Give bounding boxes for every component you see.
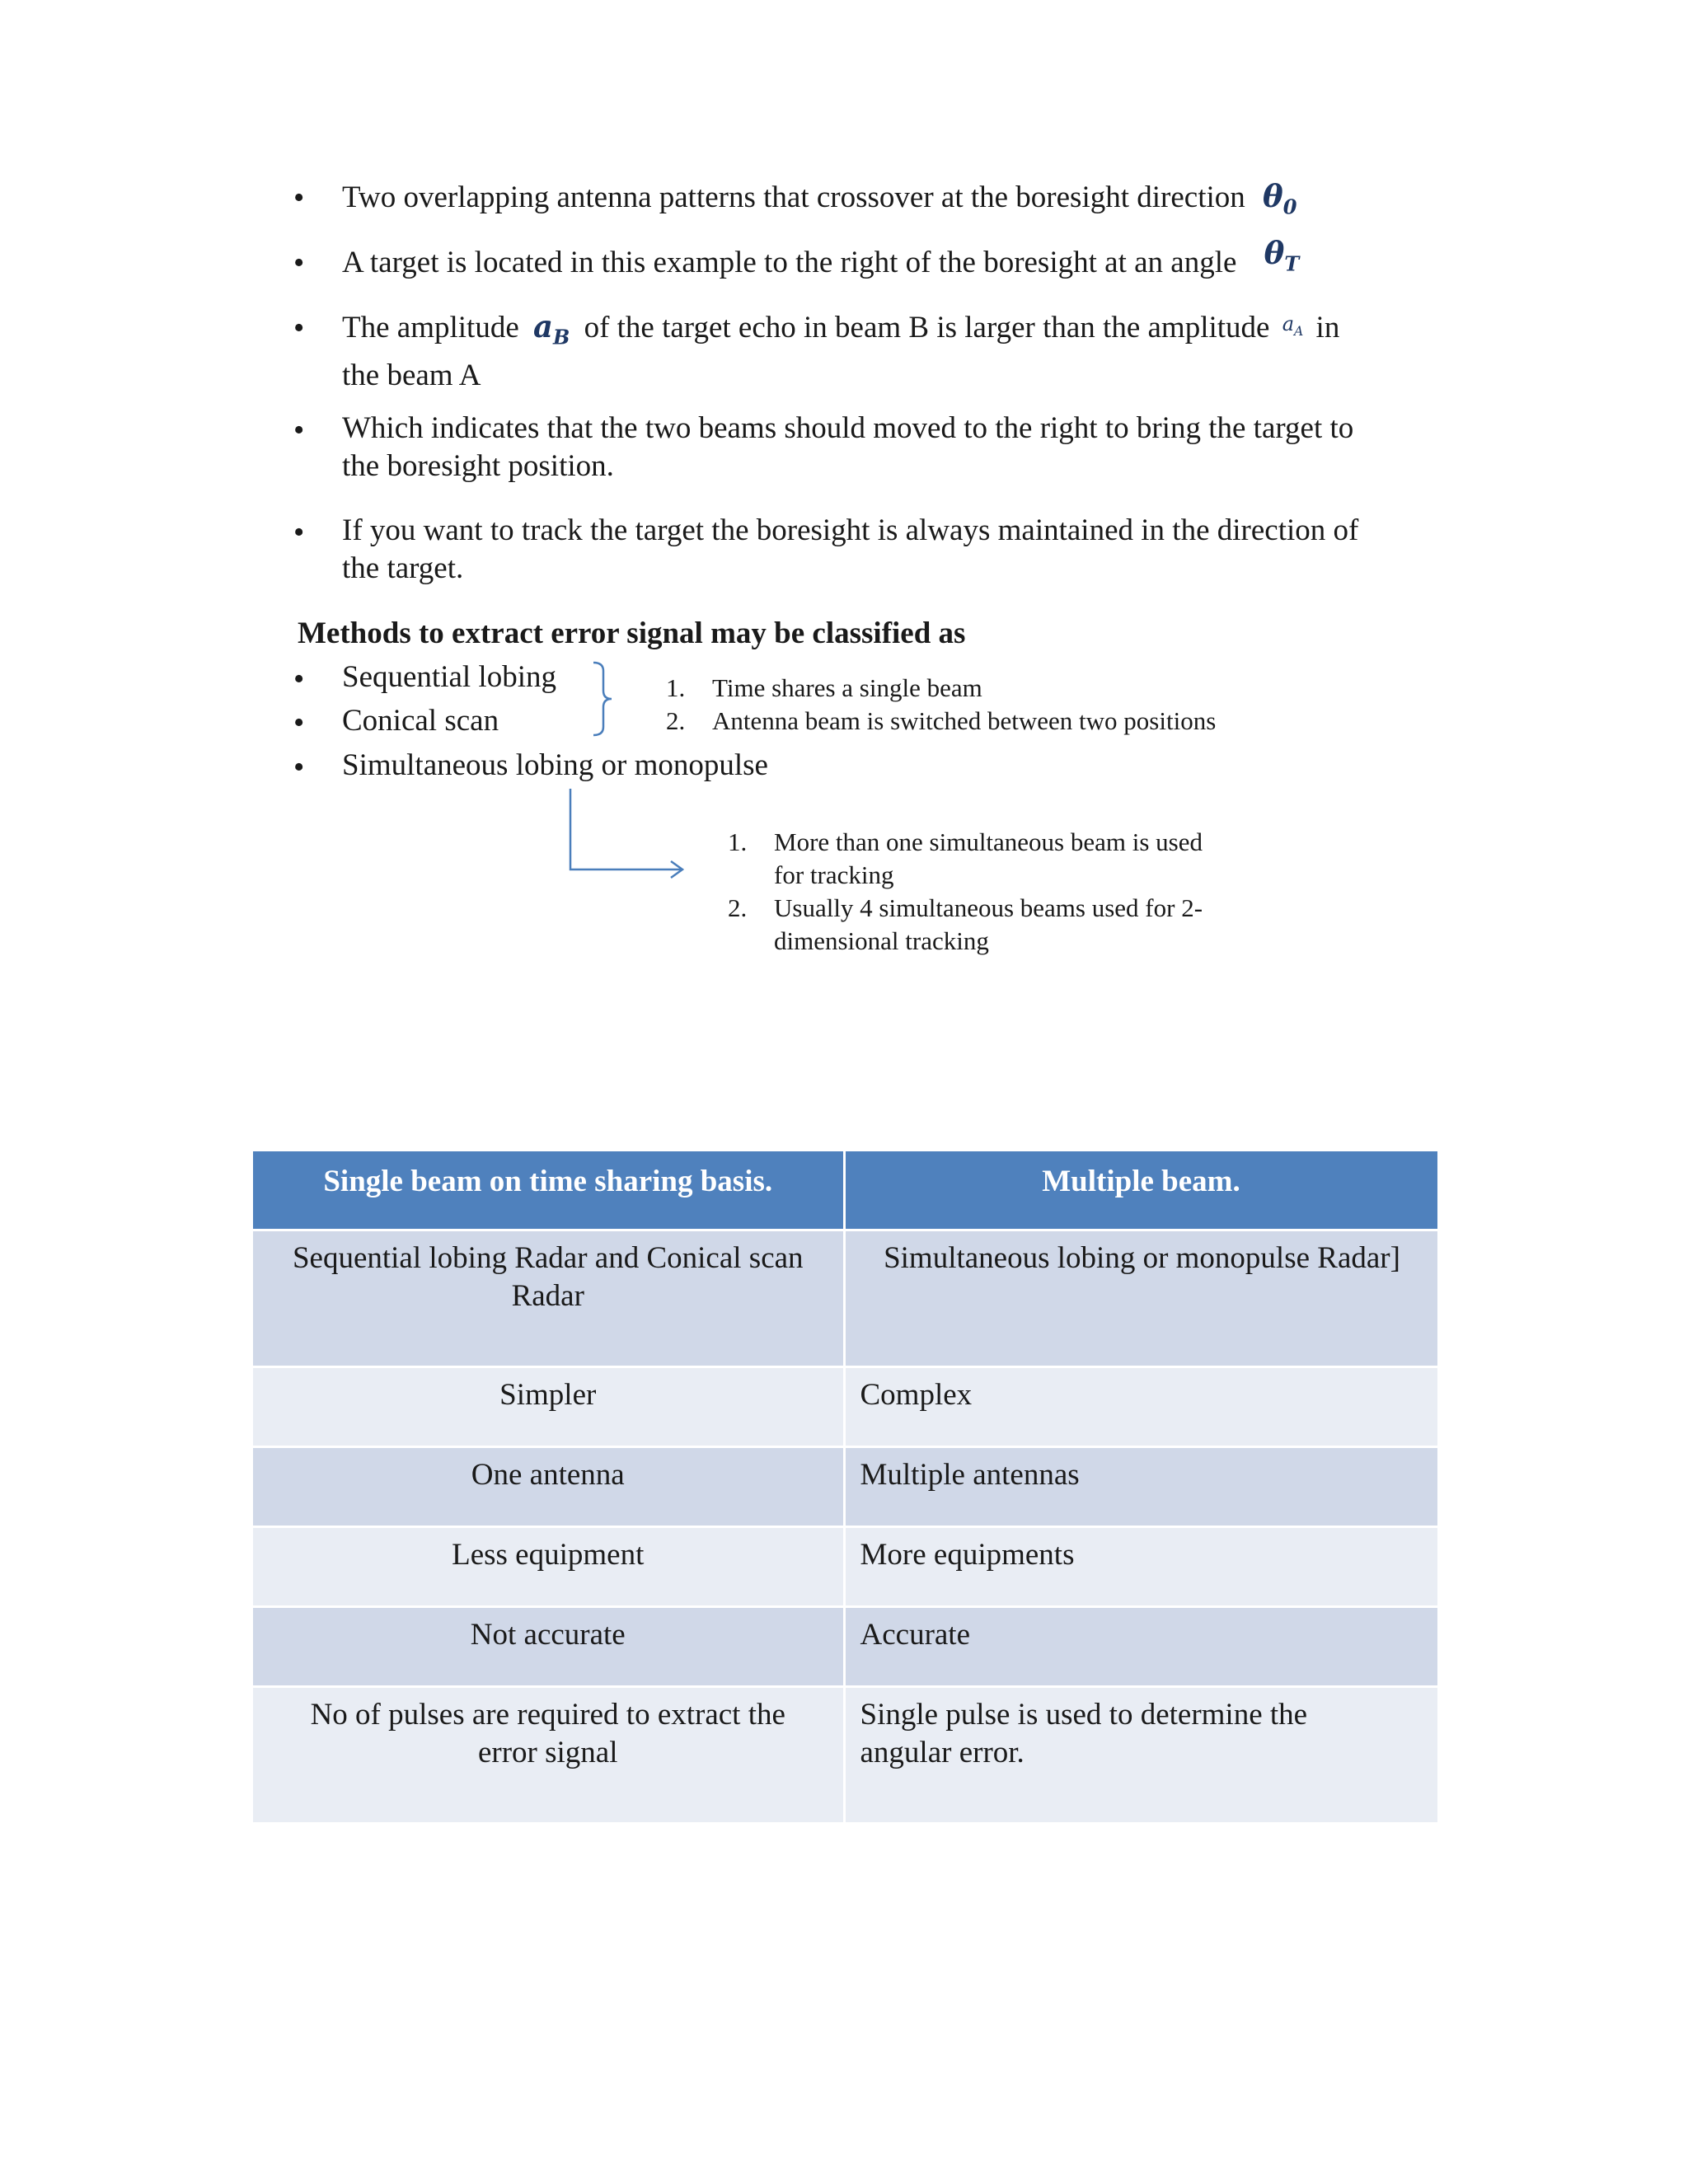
bullet-marker: • — [293, 705, 305, 740]
bullet-marker: • — [293, 311, 305, 345]
bullet-4-line1: Which indicates that the two beams should moved to the right to bring the target to — [342, 411, 1354, 445]
monopulse-note-2-cont: dimensional tracking — [774, 926, 989, 955]
table-row — [253, 1606, 1438, 1686]
table-cell: Sequential lobing Radar and Conical scan Radar — [253, 1230, 844, 1366]
table-cell: Not accurate — [253, 1606, 844, 1686]
table-cell: Accurate — [844, 1606, 1438, 1686]
monopulse-note-2: 2. Usually 4 simultaneous beams used for 2- — [728, 893, 1203, 922]
table-row — [253, 1446, 1438, 1526]
bullet-5-line1: If you want to track the target the boresight is always maintained in the direction of — [342, 513, 1359, 547]
table-cell: Simultaneous lobing or monopulse Radar] — [844, 1230, 1438, 1366]
table-cell: Simpler — [253, 1366, 844, 1446]
lobing-note-1: 1. Time shares a single beam — [666, 673, 982, 702]
bullet-marker: • — [293, 750, 305, 785]
bullet-1 — [342, 177, 1296, 226]
method-conical-scan: Conical scan — [342, 704, 499, 738]
table-cell: No of pulses are required to extract the error signal — [253, 1686, 844, 1822]
header-multiple-beam: Multiple beam. — [844, 1151, 1438, 1230]
monopulse-note-1-cont: for tracking — [774, 860, 894, 889]
amplitude-a-symbol: aA — [1282, 312, 1304, 339]
bullet-3-text-c: in — [1315, 311, 1340, 344]
bullet-marker: • — [293, 180, 305, 215]
bullet-2 — [342, 235, 1300, 291]
theta-0-symbol: $\theta_0$ — [1263, 178, 1297, 219]
bullet-4 — [342, 410, 1353, 485]
bullet-5-line2: the target. — [342, 551, 464, 585]
arrow-icon — [560, 787, 692, 879]
brace-icon — [587, 659, 621, 738]
bullet-4-line2: the boresight position. — [342, 449, 614, 483]
bullet-3 — [342, 307, 1339, 395]
table-row — [253, 1230, 1438, 1366]
table-row — [253, 1686, 1438, 1822]
table-cell: Less equipment — [253, 1526, 844, 1606]
table-cell: One antenna — [253, 1446, 844, 1526]
lobing-note-2: 2. Antenna beam is switched between two positions — [666, 706, 1217, 735]
bullet-1-text: Two overlapping antenna patterns that crossover at the boresight direction — [342, 180, 1245, 214]
table-cell: Complex — [844, 1366, 1438, 1446]
table-row — [253, 1526, 1438, 1606]
table-cell: Single pulse is used to determine the angular error. — [844, 1686, 1438, 1822]
method-sequential-lobing: Sequential lobing — [342, 660, 556, 694]
bullet-marker: • — [293, 246, 305, 280]
bullet-5 — [342, 512, 1358, 588]
bullet-marker: • — [293, 413, 305, 448]
table-row — [253, 1366, 1438, 1446]
amplitude-b-symbol: $a_B$ — [533, 308, 570, 349]
table-cell: Multiple antennas — [844, 1446, 1438, 1526]
bullet-2-text: A target is located in this example to the right of the boresight at an angle — [342, 246, 1237, 279]
bullet-marker: • — [293, 662, 305, 696]
method-monopulse: Simultaneous lobing or monopulse — [342, 748, 768, 782]
methods-heading: Methods to extract error signal may be classified as — [298, 616, 966, 650]
bullet-3-text-b: of the target echo in beam B is larger than the amplitude — [584, 311, 1270, 344]
theta-t-symbol: $\theta_T$ — [1264, 235, 1300, 276]
table-cell: More equipments — [844, 1526, 1438, 1606]
header-single-beam: Single beam on time sharing basis. — [253, 1151, 844, 1230]
bullet-marker: • — [293, 515, 305, 550]
bullet-3-text-a: The amplitude — [342, 311, 519, 344]
bullet-3-line2: the beam A — [342, 358, 481, 392]
comparison-table — [253, 1151, 1440, 1822]
table-header-row — [253, 1151, 1438, 1230]
monopulse-note-1: 1. More than one simultaneous beam is used — [728, 827, 1203, 856]
